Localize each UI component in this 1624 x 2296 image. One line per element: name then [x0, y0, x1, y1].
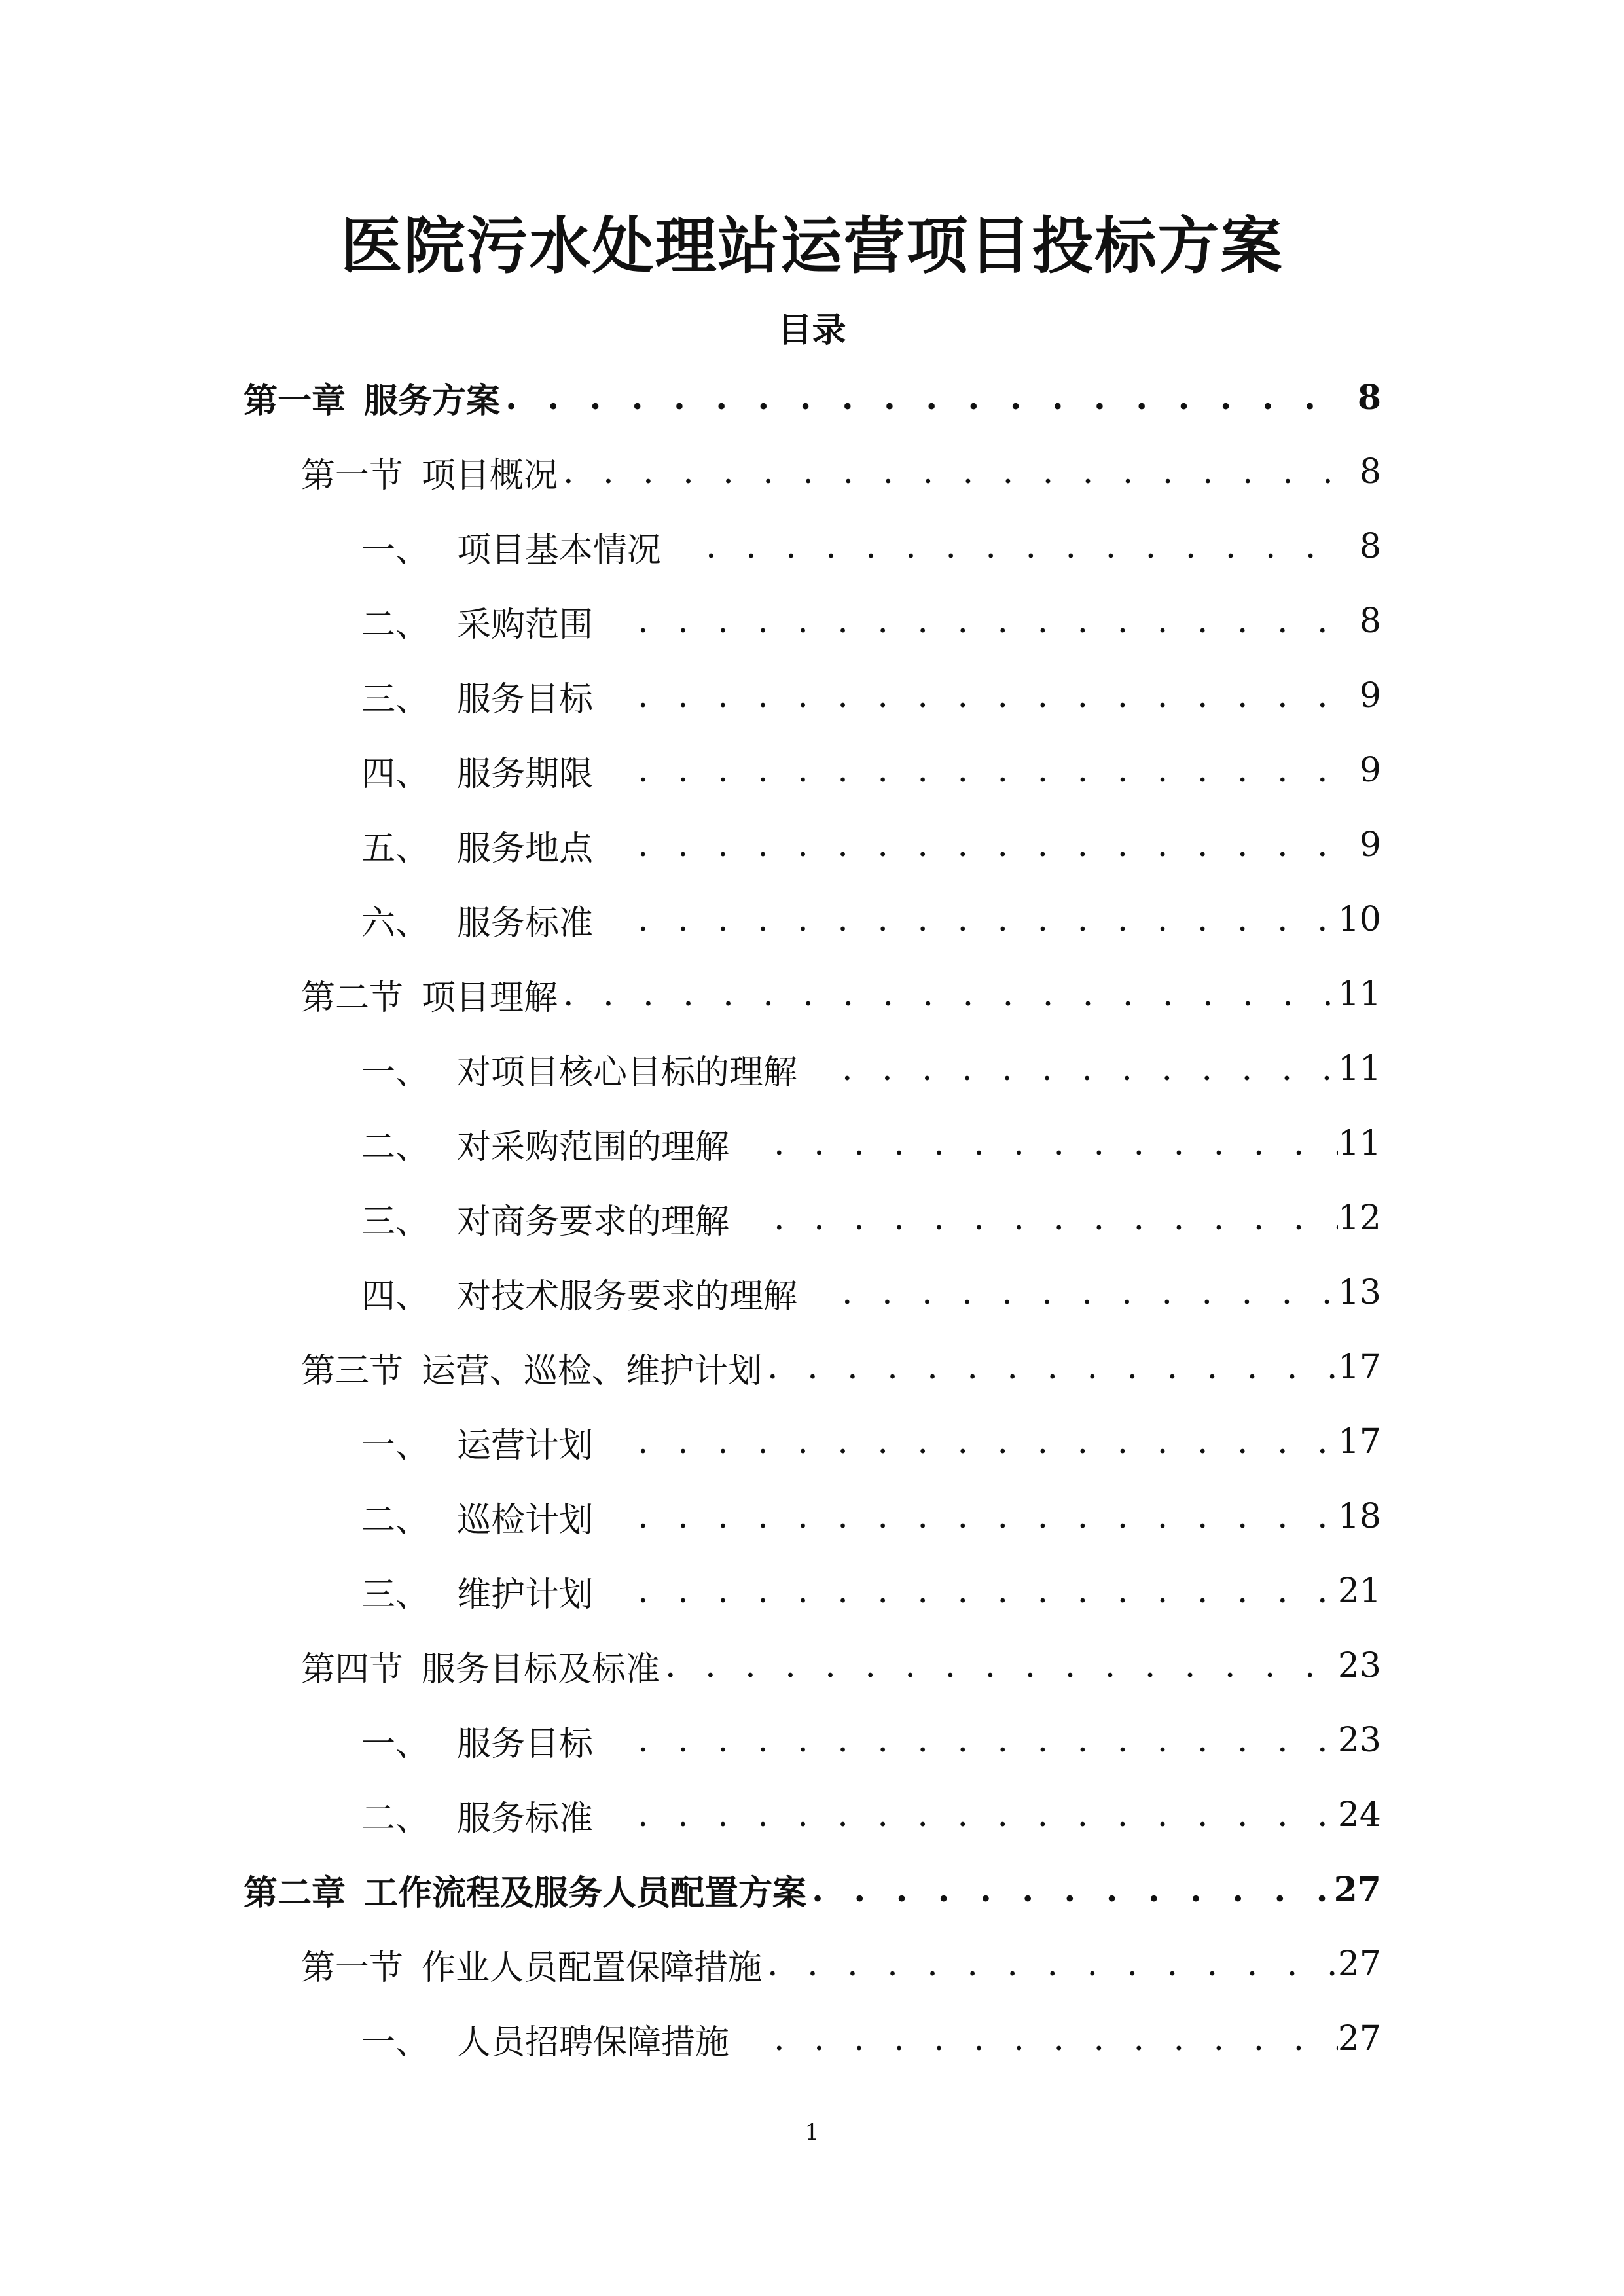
toc-item-row[interactable] — [361, 1554, 1381, 1628]
toc-entry-number: 二、 — [361, 1127, 430, 1167]
toc-section-row[interactable] — [301, 435, 1381, 509]
toc-dot-leader — [837, 1273, 1338, 1312]
toc-entry-number: 一、 — [361, 1052, 430, 1092]
toc-section-row[interactable] — [301, 1330, 1381, 1405]
toc-entry-number: 第二节 — [301, 978, 404, 1018]
toc-entry-page-number: 8 — [1357, 377, 1381, 418]
toc-entry-page-number: 11 — [1337, 975, 1381, 1014]
toc-entry-number: 四、 — [361, 754, 430, 794]
toc-dot-leader — [762, 1945, 1338, 1984]
toc-item-row[interactable] — [361, 658, 1381, 733]
toc-entry-page-number: 11 — [1337, 1124, 1381, 1163]
document-title: 医院污水处理站运营项目投标方案 — [340, 210, 1284, 282]
page-number: 1 — [804, 2119, 820, 2145]
toc-section-row[interactable] — [301, 1628, 1381, 1703]
toc-entry-title: 服务期限 — [457, 754, 594, 794]
toc-entry-page-number: 9 — [1359, 751, 1381, 790]
toc-item-row[interactable] — [361, 1106, 1381, 1181]
toc-item-row[interactable] — [361, 1703, 1381, 1778]
toc-item-row[interactable] — [361, 584, 1381, 658]
toc-entry-number: 一、 — [361, 530, 430, 570]
toc-dot-leader — [632, 1497, 1338, 1536]
toc-entry-page-number: 8 — [1359, 601, 1381, 641]
toc-entry-page-number: 17 — [1337, 1348, 1381, 1387]
toc-entry-page-number: 11 — [1337, 1049, 1381, 1088]
toc-item-row[interactable] — [361, 808, 1381, 882]
toc-entry-title: 巡检计划 — [457, 1500, 594, 1540]
toc-entry-number: 第一章 — [244, 380, 346, 421]
toc-entry-page-number: 8 — [1359, 452, 1381, 492]
toc-entry-page-number: 27 — [1337, 2019, 1381, 2058]
toc-entry-title: 项目基本情况 — [457, 530, 662, 570]
toc-entry-page-number: 27 — [1333, 1869, 1381, 1910]
toc-entry-title: 服务目标及标准 — [422, 1649, 660, 1689]
toc-item-row[interactable] — [361, 882, 1381, 957]
toc-entry-page-number: 18 — [1337, 1497, 1381, 1536]
toc-entry-page-number: 9 — [1359, 676, 1381, 715]
toc-dot-leader — [500, 378, 1342, 418]
toc-entry-number: 二、 — [361, 1799, 430, 1839]
toc-entry-page-number: 8 — [1359, 527, 1381, 566]
toc-entry-page-number: 27 — [1337, 1945, 1381, 1984]
toc-item-row[interactable] — [361, 1031, 1381, 1106]
toc-entry-page-number: 10 — [1337, 900, 1381, 939]
toc-entry-title: 对技术服务要求的理解 — [457, 1276, 798, 1316]
toc-entry-number: 三、 — [361, 1575, 430, 1615]
toc-entry-title: 服务方案 — [364, 380, 501, 421]
toc-entry-number: 第四节 — [301, 1649, 404, 1689]
toc-dot-leader — [762, 1348, 1338, 1387]
toc-entry-page-number: 24 — [1337, 1795, 1381, 1835]
toc-item-row[interactable] — [361, 1479, 1381, 1554]
toc-dot-leader — [837, 1049, 1338, 1088]
toc-item-row[interactable] — [361, 509, 1381, 584]
toc-entry-number: 第三节 — [301, 1351, 404, 1391]
toc-item-row[interactable] — [361, 2001, 1381, 2076]
toc-entry-title: 服务地点 — [457, 829, 594, 869]
toc-entry-title: 服务标准 — [457, 903, 594, 943]
toc-entry-page-number: 12 — [1337, 1198, 1381, 1238]
toc-entry-title: 服务标准 — [457, 1799, 594, 1839]
toc-dot-leader — [632, 676, 1342, 715]
toc-item-row[interactable] — [361, 1255, 1381, 1330]
toc-dot-leader — [558, 975, 1338, 1014]
toc-entry-number: 二、 — [361, 1500, 430, 1540]
toc-entry-page-number: 21 — [1337, 1571, 1381, 1611]
toc-entry-page-number: 9 — [1359, 825, 1381, 865]
toc-entry-title: 项目理解 — [422, 978, 558, 1018]
toc-entry-number: 一、 — [361, 2022, 430, 2062]
toc-item-row[interactable] — [361, 1778, 1381, 1852]
toc-entry-number: 二、 — [361, 605, 430, 645]
toc-chapter-row[interactable] — [244, 360, 1381, 435]
toc-entry-number: 三、 — [361, 1202, 430, 1242]
toc-chapter-row[interactable] — [244, 1852, 1381, 1927]
toc-entry-page-number: 13 — [1337, 1273, 1381, 1312]
toc-dot-leader — [660, 1646, 1338, 1685]
toc-entry-title: 维护计划 — [457, 1575, 594, 1615]
toc-dot-leader — [632, 825, 1342, 865]
toc-entry-title: 人员招聘保障措施 — [457, 2022, 730, 2062]
toc-entry-page-number: 23 — [1337, 1646, 1381, 1685]
toc-dot-leader — [632, 1571, 1338, 1611]
toc-item-row[interactable] — [361, 733, 1381, 808]
toc-dot-leader — [632, 900, 1338, 939]
toc-entry-title: 服务目标 — [457, 1724, 594, 1764]
toc-entry-title: 服务目标 — [457, 679, 594, 719]
toc-dot-leader — [632, 1721, 1338, 1760]
toc-entry-number: 六、 — [361, 903, 430, 943]
toc-entry-number: 一、 — [361, 1724, 430, 1764]
toc-entry-title: 采购范围 — [457, 605, 594, 645]
toc-dot-leader — [632, 601, 1342, 641]
toc-entry-number: 三、 — [361, 679, 430, 719]
toc-entry-number: 一、 — [361, 1426, 430, 1465]
toc-entry-title: 作业人员配置保障措施 — [422, 1948, 763, 1988]
toc-entry-page-number: 23 — [1337, 1721, 1381, 1760]
toc-entry-number: 第一节 — [301, 456, 404, 495]
toc-entry-title: 工作流程及服务人员配置方案 — [364, 1873, 807, 1913]
toc-entry-title: 对采购范围的理解 — [457, 1127, 730, 1167]
toc-entry-title: 运营、巡检、维护计划 — [422, 1351, 763, 1391]
toc-dot-leader — [632, 751, 1342, 790]
toc-dot-leader — [700, 527, 1342, 566]
toc-entry-title: 项目概况 — [422, 456, 558, 495]
toc-entry-number: 第二章 — [244, 1873, 346, 1913]
toc-entry-title: 运营计划 — [457, 1426, 594, 1465]
toc-dot-leader — [558, 452, 1342, 492]
toc-entry-title: 对项目核心目标的理解 — [457, 1052, 798, 1092]
toc-entry-number: 五、 — [361, 829, 430, 869]
toc-entry-title: 对商务要求的理解 — [457, 1202, 730, 1242]
toc-section-row[interactable] — [301, 1927, 1381, 2001]
toc-entry-page-number: 17 — [1337, 1422, 1381, 1462]
toc-dot-leader — [768, 1198, 1338, 1238]
toc-entry-number: 第一节 — [301, 1948, 404, 1988]
toc-item-row[interactable] — [361, 1405, 1381, 1479]
toc-dot-leader — [632, 1422, 1338, 1462]
toc-entry-number: 四、 — [361, 1276, 430, 1316]
toc-heading: 目录 — [778, 310, 846, 350]
toc-section-row[interactable] — [301, 957, 1381, 1031]
toc-dot-leader — [806, 1870, 1334, 1910]
toc-dot-leader — [768, 2019, 1338, 2058]
toc-dot-leader — [632, 1795, 1338, 1835]
toc-dot-leader — [768, 1124, 1338, 1163]
toc-item-row[interactable] — [361, 1181, 1381, 1255]
